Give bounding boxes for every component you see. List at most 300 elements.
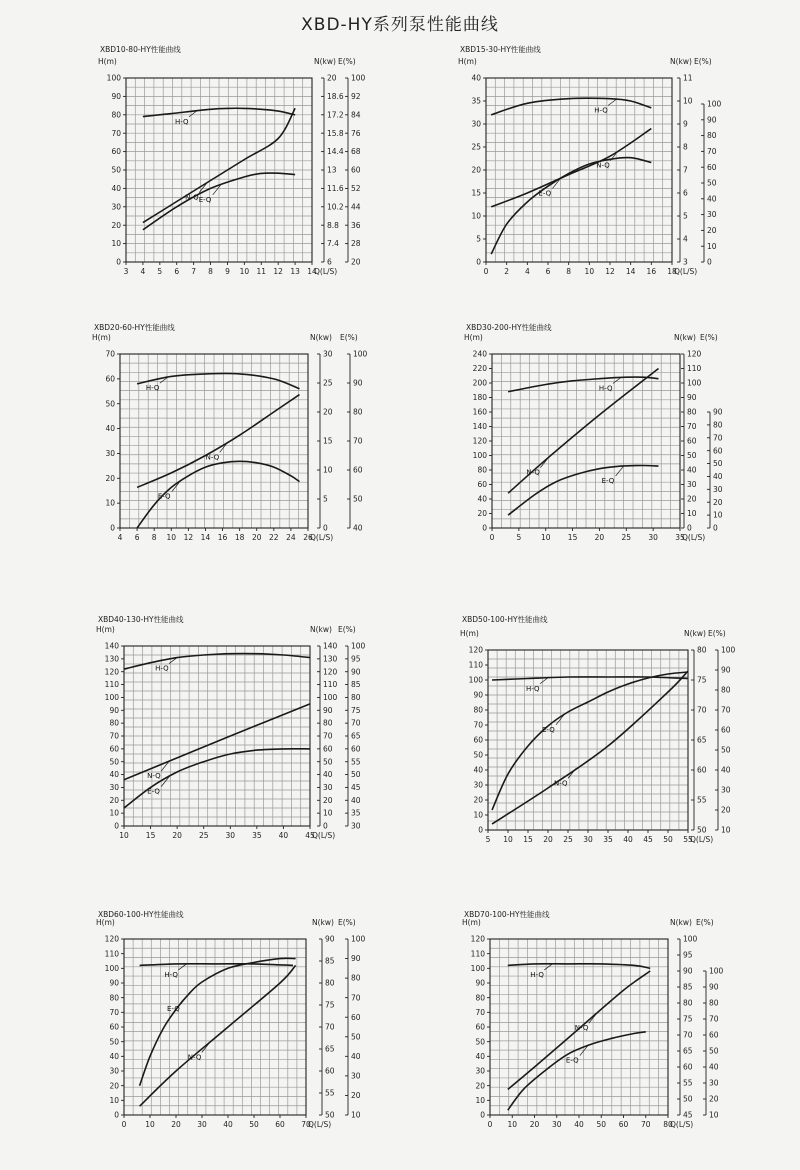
y-tick-label: 30 [473, 780, 483, 790]
y-tick-label: 30 [351, 821, 361, 831]
x-tick-label: 60 [618, 1120, 629, 1129]
x-tick-label: 0 [489, 533, 495, 542]
curve-label: H-Q [155, 664, 169, 673]
y-tick-label: 60 [109, 744, 119, 754]
chart-title: XBD50-100-HY性能曲线 [462, 615, 548, 624]
y-tick-label: 100 [707, 99, 722, 109]
y-tick-label: 70 [687, 422, 697, 432]
y-tick-label: 15.8 [327, 128, 344, 138]
y-tick-label: 11.6 [327, 184, 344, 193]
y-tick-label: 0 [116, 257, 121, 267]
y-tick-label: 40 [475, 1051, 485, 1061]
y-tick-label: 40 [111, 184, 121, 193]
x-tick-label: 20 [529, 1120, 540, 1129]
y-tick-label: 80 [687, 407, 697, 417]
y-tick-label: 20 [687, 494, 697, 504]
y-tick-label: 15 [323, 436, 333, 446]
y-tick-label: 90 [353, 378, 363, 388]
y-tick-label: 0 [114, 1110, 119, 1120]
y-tick-label: 0 [323, 523, 328, 533]
x-tick-label: 0 [121, 1120, 127, 1129]
x-axis-label: Q(L/S) [310, 533, 334, 542]
x-tick-label: 14 [625, 267, 636, 276]
y-tick-label: 60 [323, 744, 333, 754]
y-tick-label: 40 [477, 494, 487, 504]
y-tick-label: 120 [104, 934, 119, 944]
y-tick-label: 70 [323, 731, 333, 741]
y-tick-label: 65 [697, 735, 707, 745]
y-tick-label: 70 [351, 718, 361, 728]
y-tick-label: 120 [470, 934, 485, 944]
y-tick-label: 100 [351, 73, 366, 83]
chart-title: XBD10-80-HY性能曲线 [100, 45, 181, 54]
x-tick-label: 0 [487, 1120, 493, 1129]
x-tick-label: 50 [596, 1120, 607, 1129]
chart-xbd40-130 [88, 610, 378, 850]
chart-title: XBD60-100-HY性能曲线 [98, 910, 184, 919]
y-tick-label: 5 [476, 234, 481, 244]
y-tick-label: 100 [104, 963, 119, 973]
y-tick-label: 20 [351, 1091, 361, 1101]
y-tick-label: 10 [709, 1110, 719, 1120]
curve-label: H-Q [530, 970, 544, 979]
y-tick-label: 60 [477, 480, 487, 490]
y-tick-label: 80 [351, 693, 361, 703]
y-tick-label: 120 [468, 645, 483, 655]
y-tick-label: 240 [472, 349, 487, 359]
x-tick-label: 13 [290, 267, 300, 276]
y-axis-label: N(kw) [684, 629, 706, 638]
y-tick-label: 60 [105, 374, 115, 384]
x-tick-label: 10 [584, 267, 595, 276]
y-tick-label: 60 [109, 1022, 119, 1032]
y-tick-label: 0 [476, 257, 481, 267]
y-tick-label: 90 [111, 92, 121, 101]
y-tick-label: 10 [323, 808, 333, 818]
y-tick-label: 100 [687, 378, 702, 388]
y-tick-label: 140 [104, 641, 119, 651]
x-tick-label: 7 [191, 267, 197, 276]
y-tick-label: 6 [683, 188, 688, 198]
y-tick-label: 30 [323, 783, 333, 793]
y-tick-label: 45 [683, 1110, 693, 1120]
x-tick-label: 18 [234, 533, 245, 542]
x-axis-label: Q(L/S) [308, 1120, 332, 1129]
x-tick-label: 5 [157, 267, 163, 276]
y-tick-label: 90 [351, 667, 361, 677]
chart-title: XBD20-60-HY性能曲线 [94, 323, 175, 332]
x-tick-label: 0 [483, 267, 489, 276]
y-axis-label: E(%) [340, 333, 358, 342]
x-tick-label: 10 [503, 835, 513, 844]
curve-label: E-Q [198, 195, 212, 204]
y-tick-label: 120 [104, 667, 119, 677]
y-tick-label: 30 [111, 202, 121, 212]
y-tick-label: 20 [105, 473, 115, 483]
y-tick-label: 5 [683, 211, 688, 221]
y-tick-label: 100 [104, 693, 119, 703]
x-tick-label: 80 [663, 1120, 673, 1129]
curve-n-q [137, 395, 299, 488]
curve-label: N-Q [187, 1053, 202, 1062]
y-tick-label: 30 [687, 480, 697, 490]
x-tick-label: 20 [543, 835, 553, 844]
y-tick-label: 20 [327, 73, 337, 83]
y-tick-label: 70 [475, 1007, 485, 1017]
curve-label: H-Q [175, 117, 189, 126]
x-axis-label: Q(L/S) [682, 533, 706, 542]
y-tick-label: 60 [687, 436, 697, 446]
curve-e-q [492, 672, 688, 810]
curve-label: H-Q [145, 384, 160, 393]
y-tick-label: 100 [353, 349, 368, 359]
y-tick-label: 140 [472, 422, 487, 432]
x-tick-label: 5 [516, 533, 522, 542]
y-tick-label: 75 [697, 675, 707, 685]
x-tick-label: 4 [524, 267, 530, 276]
y-tick-label: 50 [687, 451, 697, 461]
x-tick-label: 8 [566, 267, 572, 276]
x-tick-label: 35 [603, 835, 613, 844]
y-axis-label: N(kw) [674, 333, 696, 342]
y-axis-label: H(m) [96, 625, 115, 634]
y-tick-label: 0 [707, 257, 712, 267]
y-tick-label: 20 [323, 795, 333, 805]
x-tick-label: 15 [145, 831, 156, 840]
y-tick-label: 40 [473, 765, 483, 775]
y-tick-label: 30 [713, 484, 723, 494]
x-tick-label: 3 [123, 267, 129, 276]
y-tick-label: 100 [683, 934, 698, 944]
y-tick-label: 40 [687, 465, 697, 475]
curve-h-q [508, 964, 650, 968]
y-tick-label: 120 [472, 436, 487, 446]
x-axis-label: Q(L/S) [690, 835, 714, 844]
y-tick-label: 110 [323, 680, 338, 690]
x-tick-label: 45 [643, 835, 653, 844]
x-tick-label: 2 [504, 267, 510, 276]
x-tick-label: 5 [485, 835, 491, 844]
x-tick-label: 8 [151, 533, 157, 542]
y-tick-label: 10 [351, 1110, 361, 1120]
x-tick-label: 9 [225, 267, 230, 276]
x-tick-label: 10 [166, 533, 177, 542]
y-axis-label: H(m) [460, 629, 479, 638]
x-tick-label: 20 [172, 831, 182, 840]
y-tick-label: 40 [109, 770, 119, 780]
x-tick-label: 30 [197, 1120, 207, 1129]
y-tick-label: 70 [109, 1007, 119, 1017]
y-tick-label: 80 [109, 718, 119, 728]
y-tick-label: 100 [106, 73, 121, 83]
y-tick-label: 100 [472, 451, 487, 461]
y-tick-label: 90 [109, 978, 119, 988]
y-tick-label: 110 [687, 364, 702, 374]
y-tick-label: 7.4 [327, 239, 339, 249]
x-tick-label: 6 [134, 533, 140, 542]
y-tick-label: 200 [472, 378, 487, 388]
y-tick-label: 80 [713, 420, 723, 430]
y-tick-label: 60 [351, 1012, 361, 1022]
curve-h-q [140, 964, 293, 966]
curve-label: E-Q [542, 725, 555, 734]
y-tick-label: 10.2 [327, 202, 344, 212]
y-tick-label: 50 [713, 459, 723, 469]
y-tick-label: 220 [472, 364, 487, 374]
y-tick-label: 60 [697, 765, 707, 775]
y-tick-label: 100 [468, 675, 483, 685]
y-tick-label: 10 [109, 808, 119, 818]
y-tick-label: 25 [323, 378, 333, 388]
y-axis-label: E(%) [338, 918, 356, 927]
y-tick-label: 40 [351, 1051, 361, 1061]
y-tick-label: 100 [709, 966, 724, 976]
x-tick-label: 30 [225, 831, 236, 840]
y-tick-label: 40 [109, 1051, 119, 1061]
curve-label: N-Q [574, 1024, 589, 1033]
y-tick-label: 60 [473, 735, 483, 745]
y-tick-label: 120 [687, 349, 702, 359]
x-tick-label: 35 [252, 831, 262, 840]
y-tick-label: 180 [472, 393, 487, 403]
y-tick-label: 20 [111, 220, 121, 230]
y-tick-label: 80 [697, 645, 707, 655]
y-tick-label: 55 [697, 795, 707, 805]
y-tick-label: 80 [475, 993, 485, 1003]
y-tick-label: 160 [472, 407, 487, 417]
chart-title: XBD15-30-HY性能曲线 [460, 45, 541, 54]
y-tick-label: 40 [105, 424, 115, 434]
y-tick-label: 95 [683, 950, 693, 960]
y-tick-label: 70 [721, 705, 731, 715]
x-tick-label: 16 [217, 533, 228, 542]
x-tick-label: 30 [551, 1120, 562, 1129]
y-tick-label: 50 [351, 770, 361, 780]
curve-label: N-Q [205, 453, 220, 462]
curve-label-leader [608, 99, 616, 105]
curve-label: N-Q [554, 779, 568, 788]
y-axis-label: H(m) [96, 918, 115, 927]
y-axis-label: E(%) [694, 57, 712, 66]
y-tick-label: 20 [473, 795, 483, 805]
y-tick-label: 35 [351, 808, 361, 818]
x-tick-label: 10 [239, 267, 250, 276]
y-tick-label: 80 [473, 705, 483, 715]
curve-h-q [137, 373, 299, 388]
y-tick-label: 84 [351, 110, 361, 120]
curve-n-q [140, 965, 296, 1106]
y-tick-label: 90 [325, 934, 335, 944]
y-tick-label: 50 [109, 757, 119, 767]
y-axis-label: H(m) [98, 57, 117, 66]
curve-n-q [491, 129, 651, 207]
curve-label: H-Q [526, 684, 540, 693]
y-tick-label: 70 [697, 705, 707, 715]
y-tick-label: 10 [109, 1095, 119, 1105]
y-axis-label: E(%) [338, 57, 356, 66]
y-axis-label: N(kw) [670, 918, 692, 927]
chart-xbd70-100 [458, 905, 748, 1145]
y-tick-label: 8.8 [327, 220, 339, 230]
x-tick-label: 10 [119, 831, 129, 840]
x-tick-label: 45 [305, 831, 315, 840]
y-tick-label: 70 [351, 993, 361, 1003]
y-tick-label: 92 [351, 92, 361, 101]
y-tick-label: 90 [323, 705, 333, 715]
y-tick-label: 80 [721, 685, 731, 695]
y-tick-label: 60 [351, 744, 361, 754]
y-tick-label: 40 [471, 73, 481, 83]
chart-title: XBD40-130-HY性能曲线 [98, 615, 184, 624]
y-tick-label: 50 [475, 1037, 485, 1047]
y-tick-label: 68 [351, 147, 361, 157]
y-tick-label: 10 [707, 241, 717, 251]
y-tick-label: 20 [477, 509, 487, 519]
y-tick-label: 60 [683, 1062, 693, 1072]
y-tick-label: 20 [109, 795, 119, 805]
y-tick-label: 20 [351, 257, 361, 267]
y-tick-label: 20 [707, 226, 717, 235]
y-tick-label: 40 [351, 795, 361, 805]
y-tick-label: 40 [323, 770, 333, 780]
y-tick-label: 90 [713, 407, 723, 417]
curve-label: E-Q [601, 477, 615, 486]
curve-label: E-Q [147, 787, 160, 796]
y-tick-label: 50 [473, 750, 483, 760]
x-tick-label: 12 [273, 267, 283, 276]
x-tick-label: 11 [256, 267, 267, 276]
y-tick-label: 75 [351, 705, 361, 715]
y-tick-label: 90 [473, 690, 483, 700]
y-tick-label: 80 [111, 110, 121, 120]
y-tick-label: 4 [683, 234, 688, 244]
x-tick-label: 70 [301, 1120, 311, 1129]
chart-title: XBD70-100-HY性能曲线 [464, 910, 550, 919]
y-tick-label: 9 [683, 119, 688, 129]
y-tick-label: 10 [323, 465, 333, 475]
y-tick-label: 80 [683, 998, 693, 1008]
curve-label: H-Q [598, 384, 613, 393]
y-tick-label: 50 [109, 1037, 119, 1047]
x-tick-label: 10 [507, 1120, 518, 1129]
y-axis-label: H(m) [464, 333, 483, 342]
x-tick-label: 14 [307, 267, 317, 276]
y-tick-label: 50 [325, 1110, 335, 1120]
y-tick-label: 140 [323, 641, 338, 651]
y-tick-label: 60 [111, 147, 121, 157]
y-tick-label: 40 [709, 1062, 719, 1072]
y-tick-label: 10 [687, 509, 697, 519]
y-tick-label: 80 [351, 973, 361, 983]
y-tick-label: 130 [323, 654, 338, 664]
chart-xbd20-60 [88, 318, 378, 553]
y-tick-label: 100 [721, 645, 736, 655]
y-tick-label: 50 [697, 825, 707, 835]
x-axis-label: Q(L/S) [674, 267, 698, 276]
y-tick-label: 13 [327, 165, 337, 175]
y-tick-label: 10 [683, 96, 693, 106]
y-tick-label: 30 [707, 210, 717, 220]
y-axis-label: E(%) [700, 333, 718, 342]
y-tick-label: 80 [109, 993, 119, 1003]
curve-e-q [491, 158, 651, 255]
curve-label: E-Q [538, 189, 552, 198]
y-tick-label: 55 [351, 757, 361, 767]
y-tick-label: 10 [471, 211, 481, 221]
y-axis-label: H(m) [458, 57, 477, 66]
y-tick-label: 90 [475, 978, 485, 988]
curve-label: E-Q [167, 1004, 180, 1013]
curve-label: E-Q [565, 1056, 579, 1065]
y-tick-label: 0 [323, 821, 328, 831]
x-tick-label: 10 [540, 533, 551, 542]
curve-h-q [508, 377, 658, 392]
curve-h-q [492, 677, 688, 680]
y-tick-label: 60 [351, 165, 361, 175]
y-tick-label: 0 [114, 821, 119, 831]
curve-label: E-Q [157, 492, 171, 501]
x-tick-label: 40 [574, 1120, 584, 1129]
y-tick-label: 0 [480, 1110, 485, 1120]
y-tick-label: 110 [104, 680, 119, 690]
x-tick-label: 12 [183, 533, 194, 542]
y-tick-label: 30 [109, 783, 119, 793]
y-tick-label: 50 [323, 757, 333, 767]
x-tick-label: 4 [117, 533, 123, 542]
y-tick-label: 36 [351, 220, 361, 230]
y-tick-label: 60 [721, 725, 731, 735]
x-tick-label: 50 [663, 835, 673, 844]
y-tick-label: 70 [111, 128, 121, 138]
x-tick-label: 22 [269, 533, 279, 542]
y-tick-label: 5 [323, 494, 328, 504]
y-tick-label: 65 [351, 731, 361, 741]
y-tick-label: 50 [709, 1046, 719, 1056]
x-tick-label: 30 [648, 533, 658, 542]
grid [124, 646, 310, 826]
x-tick-label: 40 [223, 1120, 233, 1129]
y-axis-label: N(kw) [670, 57, 692, 66]
x-tick-label: 30 [583, 835, 593, 844]
y-tick-label: 70 [105, 349, 115, 359]
y-tick-label: 80 [477, 465, 487, 475]
curve-label: N-Q [526, 468, 540, 477]
y-tick-label: 30 [471, 119, 481, 129]
y-tick-label: 75 [683, 1014, 693, 1024]
y-tick-label: 70 [707, 147, 717, 156]
x-tick-label: 70 [640, 1120, 651, 1129]
y-tick-label: 90 [109, 705, 119, 715]
y-tick-label: 60 [713, 446, 723, 456]
x-tick-label: 12 [605, 267, 615, 276]
y-tick-label: 10 [721, 825, 731, 835]
x-tick-label: 15 [567, 533, 578, 542]
y-tick-label: 120 [323, 667, 338, 677]
y-tick-label: 100 [470, 963, 485, 973]
curve-label: N-Q [185, 193, 199, 202]
y-tick-label: 0 [713, 523, 718, 533]
y-tick-label: 90 [687, 393, 697, 403]
y-tick-label: 70 [473, 720, 483, 730]
y-axis-label: N(kw) [314, 57, 336, 66]
y-tick-label: 50 [353, 494, 363, 504]
y-tick-label: 20 [709, 1094, 719, 1104]
y-tick-label: 80 [353, 407, 363, 417]
y-tick-label: 20 [323, 407, 333, 417]
y-tick-label: 70 [109, 731, 119, 741]
y-tick-label: 30 [109, 1066, 119, 1076]
y-axis-label: E(%) [696, 918, 714, 927]
